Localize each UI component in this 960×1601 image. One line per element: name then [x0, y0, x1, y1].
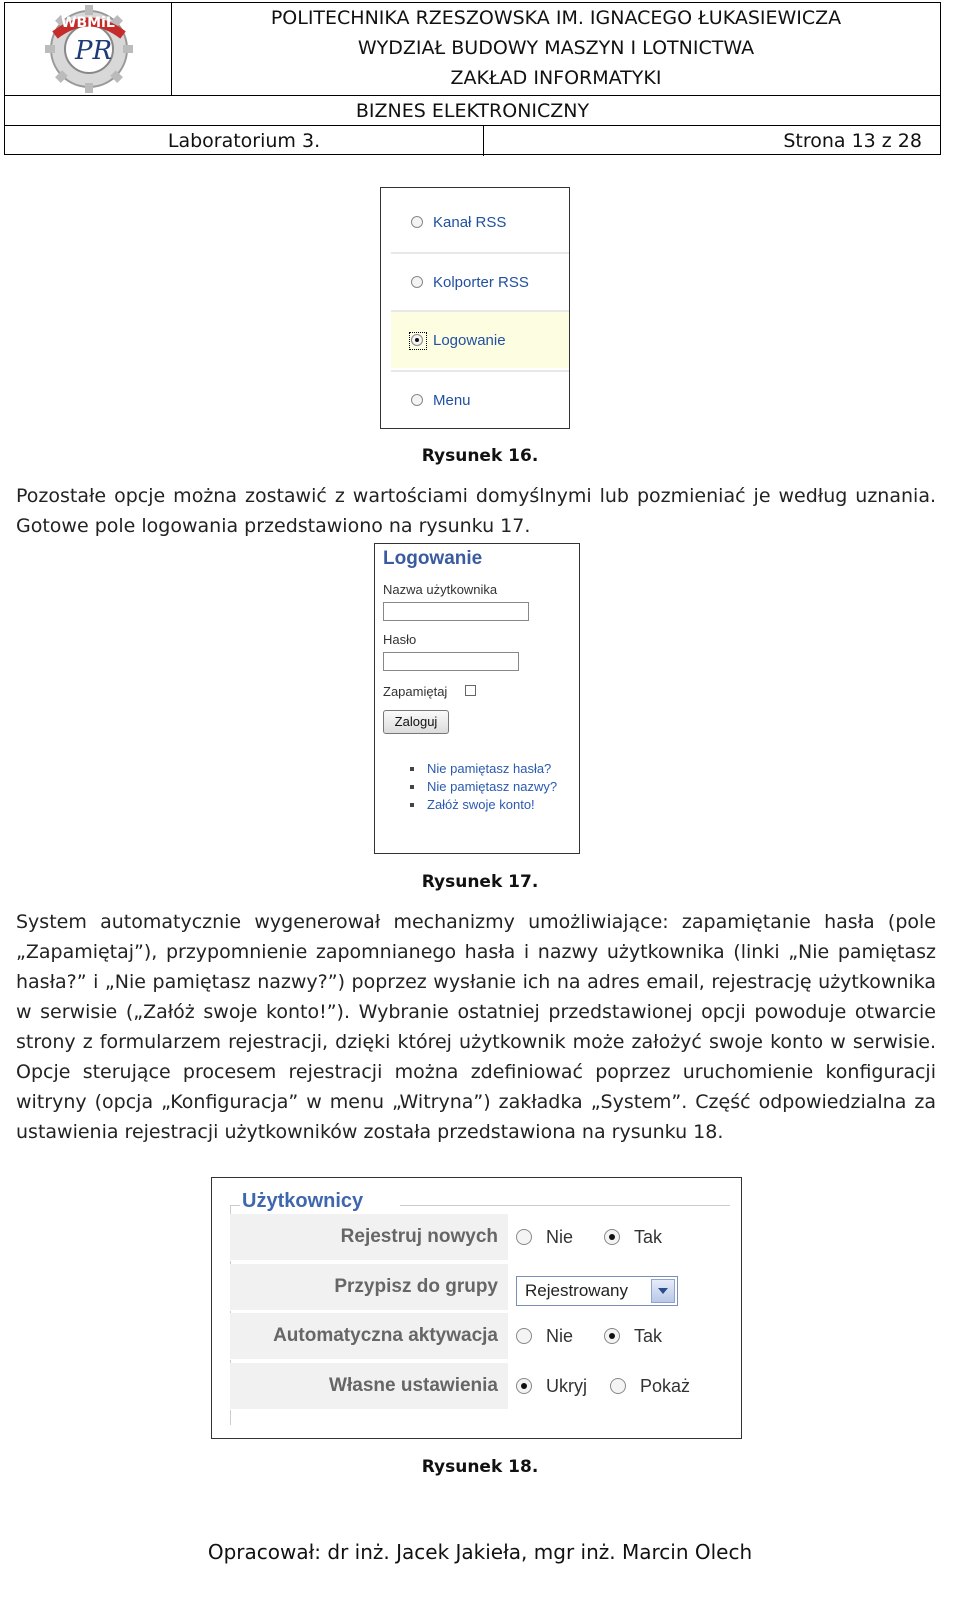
login-button[interactable]: Zaloguj: [383, 710, 449, 734]
header-title: [172, 3, 940, 95]
setting-label: Przypisz do grupy: [230, 1264, 508, 1311]
group-select[interactable]: Rejestrowany: [516, 1276, 678, 1306]
figure-16-caption: Rysunek 16.: [421, 446, 539, 466]
remember-checkbox[interactable]: [465, 685, 476, 696]
figure-17-caption: Rysunek 17.: [421, 872, 539, 892]
option-menu[interactable]: [391, 372, 569, 428]
svg-text:WBMiL: WBMiL: [61, 15, 115, 31]
radio-selected-icon[interactable]: [411, 334, 423, 346]
option-label: Kolporter RSS: [433, 274, 529, 291]
page-header: [4, 2, 941, 155]
forgot-username-link[interactable]: Nie pamiętasz nazwy?: [427, 778, 572, 796]
option-kolporter-rss[interactable]: [391, 254, 569, 310]
figure-16-module-type-list: [380, 187, 570, 429]
option-label: Kanał RSS: [433, 214, 507, 231]
setting-row-auto-activation: Automatyczna aktywacja Nie Tak: [230, 1313, 735, 1361]
svg-text:PR: PR: [75, 36, 113, 66]
login-title: Logowanie: [383, 548, 483, 569]
university-name: POLITECHNIKA RZESZOWSKA IM. IGNACEGO ŁUKASIEWICZA: [270, 7, 842, 29]
username-input[interactable]: [383, 602, 529, 621]
option-label: Menu: [433, 392, 471, 409]
header-info-row: [5, 125, 940, 157]
figure-18-user-settings: [211, 1177, 742, 1439]
setting-row-register-new: Rejestruj nowych Nie Tak: [230, 1214, 735, 1262]
paragraph-1: Pozostałe opcje można zostawić z wartościami domyślnymi lub pozmieniać je według uznania. Gotowe pole logowania przedstawiono na rysunku 17.: [16, 485, 936, 537]
subject-name: BIZNES ELEKTRONICZNY: [5, 95, 940, 126]
radio-icon[interactable]: [411, 394, 423, 406]
department-name: ZAKŁAD INFORMATYKI: [450, 67, 662, 89]
setting-label: Automatyczna aktywacja: [230, 1313, 508, 1360]
bullet-icon: [410, 803, 414, 807]
radio-selected-icon[interactable]: [604, 1328, 620, 1344]
remember-label: Zapamiętaj: [383, 684, 448, 699]
option-label: Logowanie: [433, 332, 506, 349]
radio-icon[interactable]: [411, 216, 423, 228]
option-logowanie[interactable]: [391, 312, 569, 368]
setting-label: Rejestruj nowych: [230, 1214, 508, 1261]
setting-row-assign-group: [230, 1264, 735, 1312]
radio-selected-icon[interactable]: [604, 1229, 620, 1245]
page-number: Strona 13 z 28: [783, 130, 922, 152]
radio-icon[interactable]: [610, 1378, 626, 1394]
lab-number: Laboratorium 3.: [5, 126, 484, 156]
university-logo: [5, 3, 172, 95]
radio-icon[interactable]: [516, 1328, 532, 1344]
radio-icon[interactable]: [411, 276, 423, 288]
fieldset-title: Użytkownicy: [242, 1190, 364, 1212]
figure-17-login-module: [374, 543, 580, 854]
paragraph-2: System automatycznie wygenerował mechanizmy umożliwiające: zapamiętanie hasła (pole „Zapamiętaj”), przypomnienie zapomnianego hasła i nazwy użytkownika (linki „Nie pamiętasz hasła?” i „Nie pamiętasz nazwy?”) poprzez wysłanie ich na adres email, rejestrację użytkownika w serwisie („Załóż swoje konto!”). Wybranie ostatniej przedstawionej opcji powoduje otwarcie strony z formularzem rejestracji, dzięki której użytkownik może założyć swoje konto w serwisie. Opcje sterujące procesem rejestracji można zdefiniować poprzez uruchomienie konfiguracji witryny (opcja „Konfiguracja” w menu „Witryna”) zakładka „System”. Część odpowiedzialna za ustawienia rejestracji użytkowników została przedstawiona na rysunku 18.: [16, 911, 936, 1143]
bullet-icon: [410, 767, 414, 771]
option-kanal-rss[interactable]: [391, 194, 569, 250]
radio-icon[interactable]: [516, 1229, 532, 1245]
figure-18-caption: Rysunek 18.: [421, 1457, 539, 1477]
bullet-icon: [410, 785, 414, 789]
setting-row-own-settings: Własne ustawienia Ukryj Pokaż: [230, 1363, 735, 1411]
faculty-name: WYDZIAŁ BUDOWY MASZYN I LOTNICTWA: [357, 37, 755, 59]
password-label: Hasło: [383, 632, 417, 647]
forgot-password-link[interactable]: Nie pamiętasz hasła?: [427, 760, 572, 778]
page-footer-author: Opracował: dr inż. Jacek Jakieła, mgr inż. Marcin Olech: [207, 1540, 753, 1564]
password-input[interactable]: [383, 652, 519, 671]
login-links: [427, 760, 572, 814]
chevron-down-icon[interactable]: [651, 1279, 675, 1303]
radio-selected-icon[interactable]: [516, 1378, 532, 1394]
create-account-link[interactable]: Załóż swoje konto!: [427, 796, 572, 814]
setting-label: Własne ustawienia: [230, 1363, 508, 1410]
username-label: Nazwa użytkownika: [383, 582, 498, 597]
